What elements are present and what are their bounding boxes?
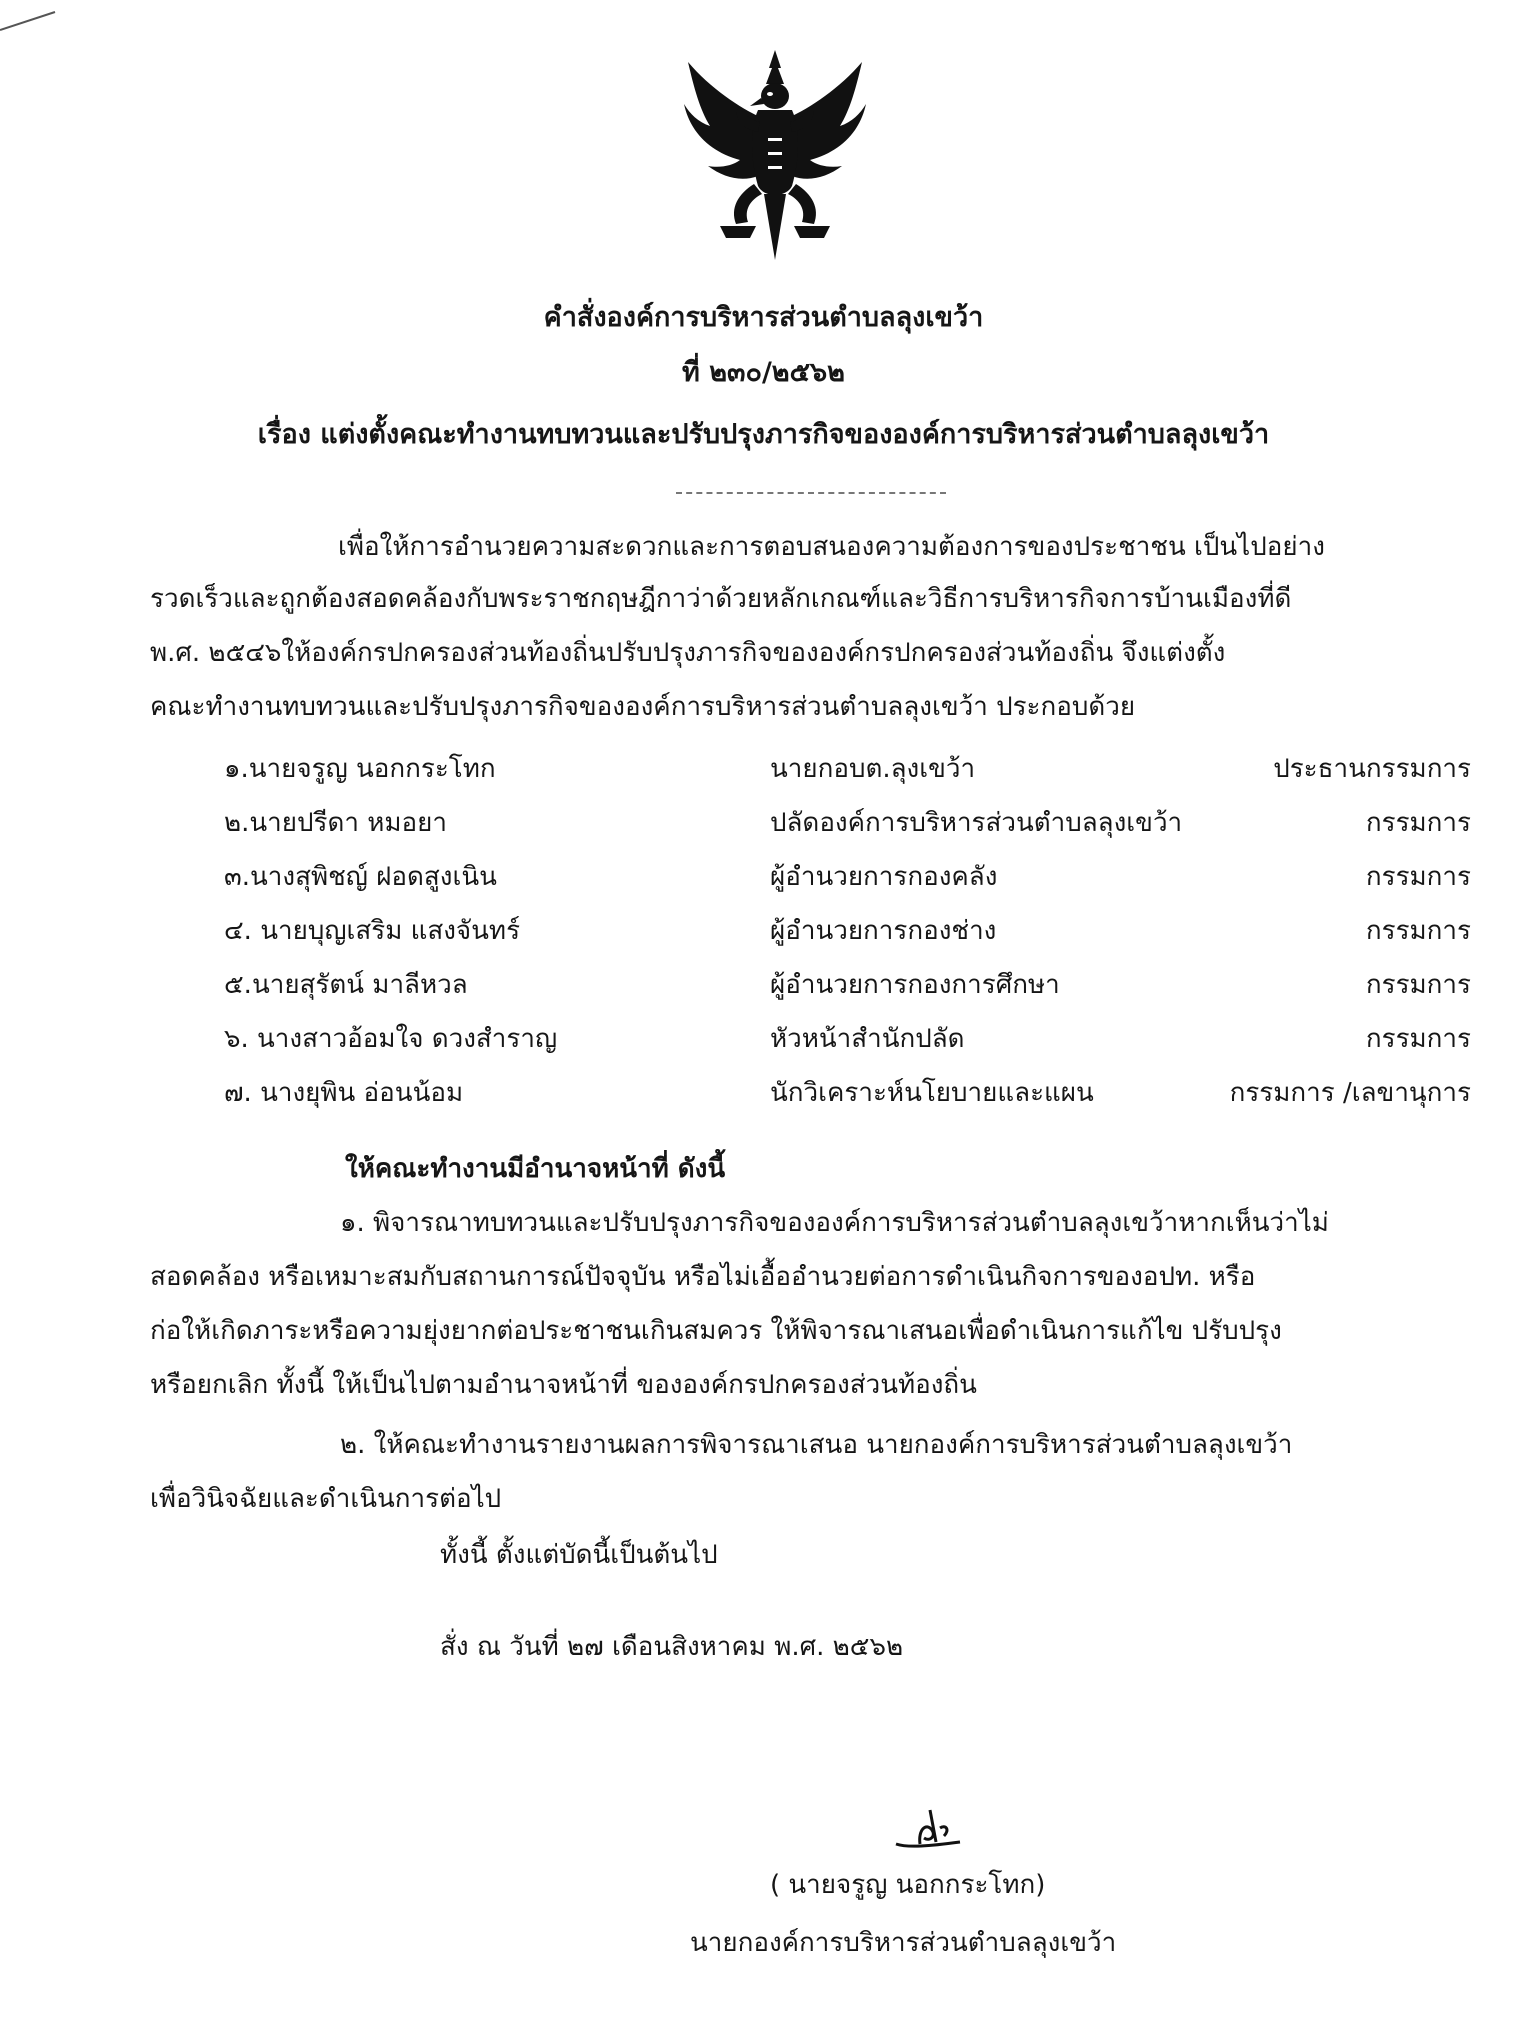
member-name: ๗. นางยุพิน อ่อนน้อม xyxy=(224,1078,464,1108)
signatory-title: นายกองค์การบริหารส่วนตำบลลุงเขว้า xyxy=(690,1928,1117,1958)
member-position: ผู้อำนวยการกองช่าง xyxy=(770,916,997,946)
duty-1-line-1: ๑. พิจารณาทบทวนและปรับปรุงภารกิจขององค์การบริหารส่วนตำบลลุงเขว้าหากเห็นว่าไม่ xyxy=(340,1208,1329,1238)
member-role: กรรมการ xyxy=(1365,970,1471,1000)
member-position: นายกอบต.ลุงเขว้า xyxy=(770,754,976,784)
order-title: คำสั่งองค์การบริหารส่วนตำบลลุงเขว้า xyxy=(543,302,984,333)
member-position: นักวิเคราะห์นโยบายและแผน xyxy=(770,1078,1094,1108)
member-row xyxy=(0,1018,1527,1058)
duty-1-line-3: ก่อให้เกิดภาระหรือความยุ่งยากต่อประชาชนเกินสมควร ให้พิจารณาเสนอเพื่อดำเนินการแก้ไข ปรับปรุง xyxy=(150,1316,1282,1346)
member-position: หัวหน้าสำนักปลัด xyxy=(770,1024,965,1054)
member-position: ผู้อำนวยการกองการศึกษา xyxy=(770,970,1060,1000)
member-role: กรรมการ xyxy=(1365,862,1471,892)
member-row xyxy=(0,964,1527,1004)
member-role: กรรมการ xyxy=(1365,1024,1471,1054)
intro-line-2: รวดเร็วและถูกต้องสอดคล้องกับพระราชกฤษฎีกาว่าด้วยหลักเกณฑ์และวิธีการบริหารกิจการบ้านเมืองที่ดี xyxy=(150,584,1292,614)
intro-line-4: คณะทำงานทบทวนและปรับปรุงภารกิจขององค์การบริหารส่วนตำบลลุงเขว้า ประกอบด้วย xyxy=(150,692,1136,722)
member-role: กรรมการ xyxy=(1365,916,1471,946)
member-name: ๖. นางสาวอ้อมใจ ดวงสำราญ xyxy=(224,1024,558,1054)
member-name: ๑.นายจรูญ นอกกระโทก xyxy=(224,754,496,784)
member-role: กรรมการ /เลขานุการ xyxy=(1229,1078,1471,1108)
member-row xyxy=(0,910,1527,950)
member-name: ๒.นายปรีดา หมอยา xyxy=(224,808,447,838)
effective-date-text: ทั้งนี้ ตั้งแต่บัดนี้เป็นต้นไป xyxy=(440,1540,718,1570)
member-role: กรรมการ xyxy=(1365,808,1471,838)
duty-2-line-2: เพื่อวินิจฉัยและดำเนินการต่อไป xyxy=(150,1484,502,1514)
member-role: ประธานกรรมการ xyxy=(1273,754,1471,784)
member-position: ปลัดองค์การบริหารส่วนตำบลลุงเขว้า xyxy=(770,808,1183,838)
duties-heading: ให้คณะทำงานมีอำนาจหน้าที่ ดังนี้ xyxy=(345,1154,726,1184)
member-row xyxy=(0,748,1527,788)
intro-line-3: พ.ศ. ๒๕๔๖ให้องค์กรปกครองส่วนท้องถิ่นปรับปรุงภารกิจขององค์กรปกครองส่วนท้องถิ่น จึงแต่งตั้ง xyxy=(150,638,1226,668)
member-row xyxy=(0,802,1527,842)
scan-mark-icon xyxy=(0,0,60,40)
member-position: ผู้อำนวยการกองคลัง xyxy=(770,862,998,892)
member-name: ๕.นายสุรัตน์ มาลีหวล xyxy=(224,970,468,1000)
member-row xyxy=(0,1072,1527,1112)
order-subject: เรื่อง แต่งตั้งคณะทำงานทบทวนและปรับปรุงภารกิจขององค์การบริหารส่วนตำบลลุงเขว้า xyxy=(257,419,1270,450)
duty-1-line-4: หรือยกเลิก ทั้งนี้ ให้เป็นไปตามอำนาจหน้าที่ ขององค์กรปกครองส่วนท้องถิ่น xyxy=(150,1370,977,1400)
order-number: ที่ ๒๓๐/๒๕๖๒ xyxy=(682,357,845,388)
title-divider xyxy=(676,492,946,494)
handwritten-signature-icon xyxy=(890,1800,970,1860)
garuda-emblem-icon xyxy=(680,48,870,263)
duty-2-line-1: ๒. ให้คณะทำงานรายงานผลการพิจารณาเสนอ นายกองค์การบริหารส่วนตำบลลุงเขว้า xyxy=(340,1430,1293,1460)
signatory-name: ( นายจรูญ นอกกระโทก) xyxy=(770,1870,1046,1900)
order-date-text: สั่ง ณ วันที่ ๒๗ เดือนสิงหาคม พ.ศ. ๒๕๖๒ xyxy=(440,1632,904,1662)
member-name: ๔. นายบุญเสริม แสงจันทร์ xyxy=(224,916,521,946)
member-row xyxy=(0,856,1527,896)
intro-line-1: เพื่อให้การอำนวยความสะดวกและการตอบสนองความต้องการของประชาชน เป็นไปอย่าง xyxy=(338,532,1325,562)
duty-1-line-2: สอดคล้อง หรือเหมาะสมกับสถานการณ์ปัจจุบัน หรือไม่เอื้ออำนวยต่อการดำเนินกิจการของอปท. หรือ xyxy=(150,1262,1256,1292)
member-name: ๓.นางสุพิชญ์ ฝอดสูงเนิน xyxy=(224,862,497,892)
